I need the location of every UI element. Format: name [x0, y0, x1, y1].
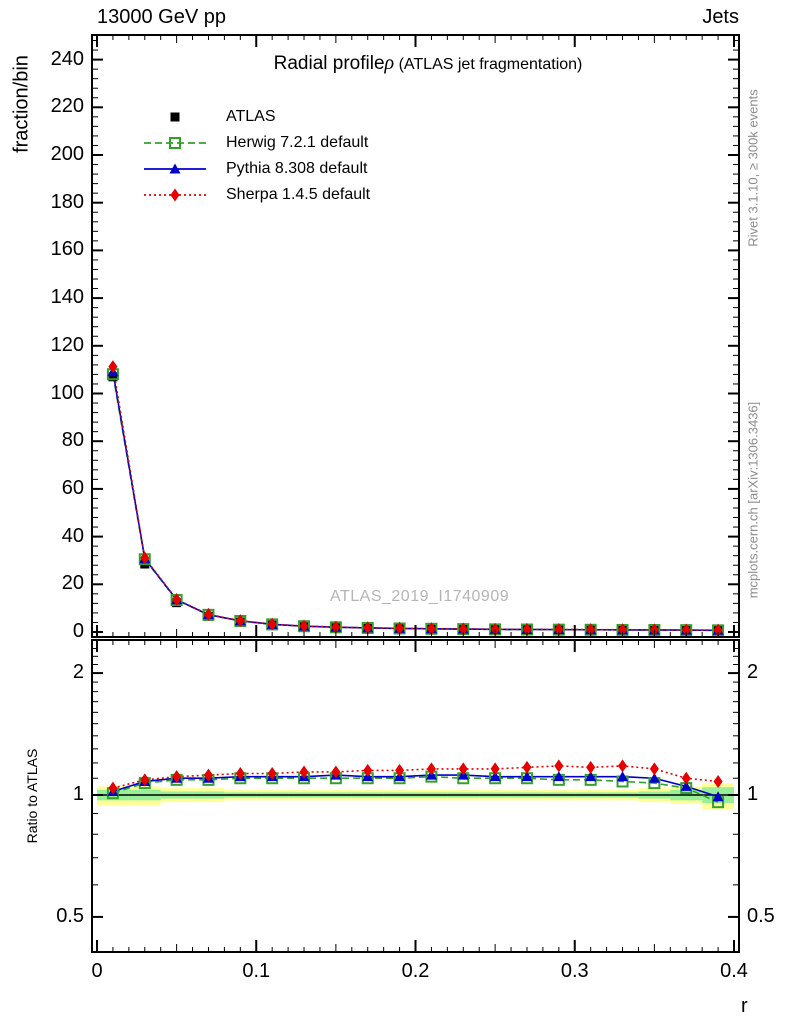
y-tick-label: 20 [61, 572, 84, 595]
y-tick-label: 220 [50, 95, 84, 118]
x-tick-label: 0.1 [242, 960, 271, 982]
legend-item [140, 130, 370, 156]
y-tick-label: 200 [50, 143, 84, 165]
sherpa-marker [522, 761, 531, 774]
legend-marker-icon [140, 108, 210, 126]
x-tick-label: 0.4 [720, 960, 748, 982]
sherpa-marker [171, 189, 180, 202]
sherpa-marker [650, 762, 659, 775]
ratio-tick-label-left: 1 [72, 783, 84, 805]
ratio-tick-label-right: 0.5 [747, 904, 775, 927]
legend-label: Herwig 7.2.1 default [226, 134, 369, 151]
sherpa-marker [586, 761, 595, 774]
ratio-tick-label-left: 0.5 [56, 904, 84, 927]
y-tick-label: 100 [50, 381, 84, 404]
y-tick-label: 0 [72, 620, 84, 642]
header-analysis-label: Jets [702, 6, 739, 28]
x-tick-label: 0 [91, 960, 103, 982]
plot-title-main: Radial profile [273, 53, 385, 74]
watermark: ATLAS_2019_I1740909 [330, 588, 510, 605]
sherpa-marker [427, 762, 436, 775]
legend-item [140, 104, 370, 130]
sherpa-marker [363, 764, 372, 777]
ratio-tick-label-left: 2 [72, 661, 84, 684]
y-tick-label: 160 [50, 238, 84, 261]
y-tick-label: 180 [50, 190, 84, 213]
y-tick-label: 40 [61, 524, 84, 547]
legend-marker-icon [140, 134, 210, 152]
sherpa-marker [395, 764, 404, 777]
x-axis-title: r [741, 995, 748, 1017]
uncertainty-bands [92, 783, 739, 810]
ratio-tick-label-right: 2 [747, 661, 759, 684]
sherpa-marker [618, 759, 627, 772]
y-tick-label: 240 [50, 47, 84, 70]
sherpa-marker [108, 360, 117, 373]
sherpa-marker [554, 759, 563, 772]
x-tick-label: 0.2 [401, 960, 430, 982]
y-tick-label: 60 [61, 476, 84, 499]
legend-marker-icon [140, 160, 210, 178]
plot-title [274, 52, 583, 75]
atlas-marker [171, 113, 180, 122]
ratio-y-axis-title: Ratio to ATLAS [24, 748, 40, 844]
rivet-version-note: Rivet 3.1.10, ≥ 300k events [745, 89, 761, 247]
legend [140, 104, 370, 208]
legend-item [140, 156, 370, 182]
y-axis-title: fraction/bin [10, 55, 33, 153]
legend-label: ATLAS [226, 108, 276, 125]
legend-marker-icon [140, 186, 210, 204]
plot-title-paren: (ATLAS jet fragmentation) [394, 56, 583, 73]
legend-item [140, 182, 370, 208]
y-tick-label: 80 [61, 429, 84, 452]
y-tick-label: 140 [50, 286, 84, 309]
legend-label: Pythia 8.308 default [226, 160, 368, 177]
y-tick-label: 120 [50, 333, 84, 356]
header-beam-label: 13000 GeV pp [97, 6, 226, 28]
mcplots-note: mcplots.cern.ch [arXiv:1306.3436] [745, 401, 761, 599]
ratio-tick-label-right: 1 [747, 783, 759, 805]
legend-label: Sherpa 1.4.5 default [226, 186, 371, 203]
plot-title-symbol: ρ [384, 52, 395, 74]
x-tick-label: 0.3 [560, 960, 589, 982]
